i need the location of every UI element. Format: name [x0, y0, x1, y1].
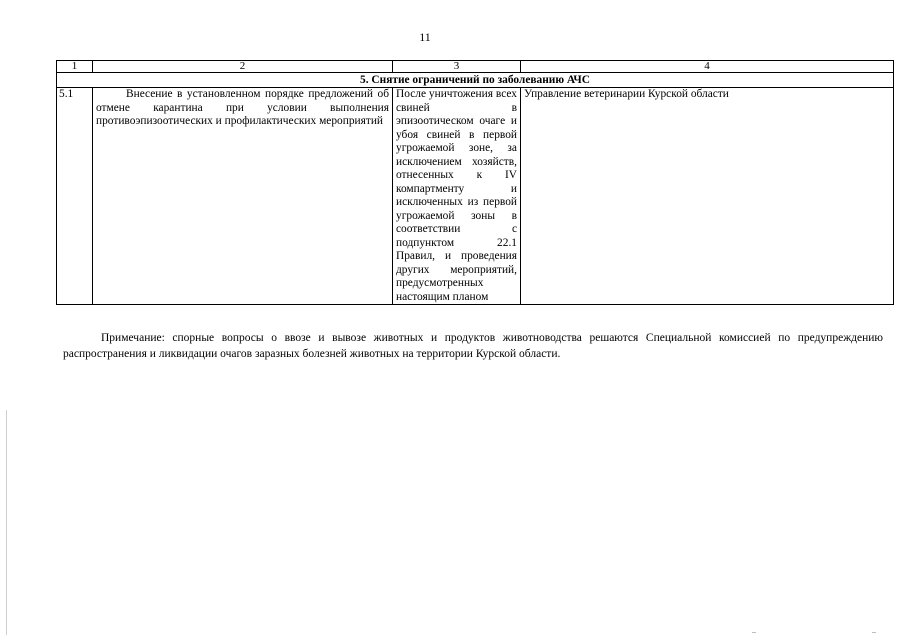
row-number: 5.1 [57, 88, 93, 305]
column-number-row [57, 61, 894, 73]
column-number-1: 1 [57, 61, 93, 73]
scan-artifact [872, 632, 876, 633]
scan-margin-line [6, 410, 7, 635]
term-text: После уничтожения всех свиней в эпизоотическом очаге и убоя свиней в первой угрожаемой зоне, за исключением хозяйств, отнесенных к IV компартменту и исключенных из первой угрожаемой зоны в соответствии с подпунктом 22.1 Правил, и проведения других мероприятий, предусмотренных настоящим планом [393, 88, 521, 305]
table-row [57, 88, 894, 305]
measures-table [56, 60, 894, 305]
column-number-2: 2 [93, 61, 393, 73]
measure-text: Внесение в установленном порядке предложений об отмене карантина при условии выполнения противоэпизоотических и профилактических мероприятий [93, 88, 393, 305]
column-number-4: 4 [521, 61, 894, 73]
column-number-3: 3 [393, 61, 521, 73]
section-title: 5. Снятие ограничений по заболеванию АЧС [57, 73, 894, 88]
page-number: 11 [419, 30, 431, 44]
responsible-text: Управление ветеринарии Курской области [521, 88, 894, 305]
section-row [57, 73, 894, 88]
scan-artifact [752, 632, 756, 633]
footnote: Примечание: спорные вопросы о ввозе и вывозе животных и продуктов животноводства решаются Специальной комиссией по предупреждению распространения и ликвидации очагов заразных болезней животных на территории Курской области. [63, 332, 883, 360]
